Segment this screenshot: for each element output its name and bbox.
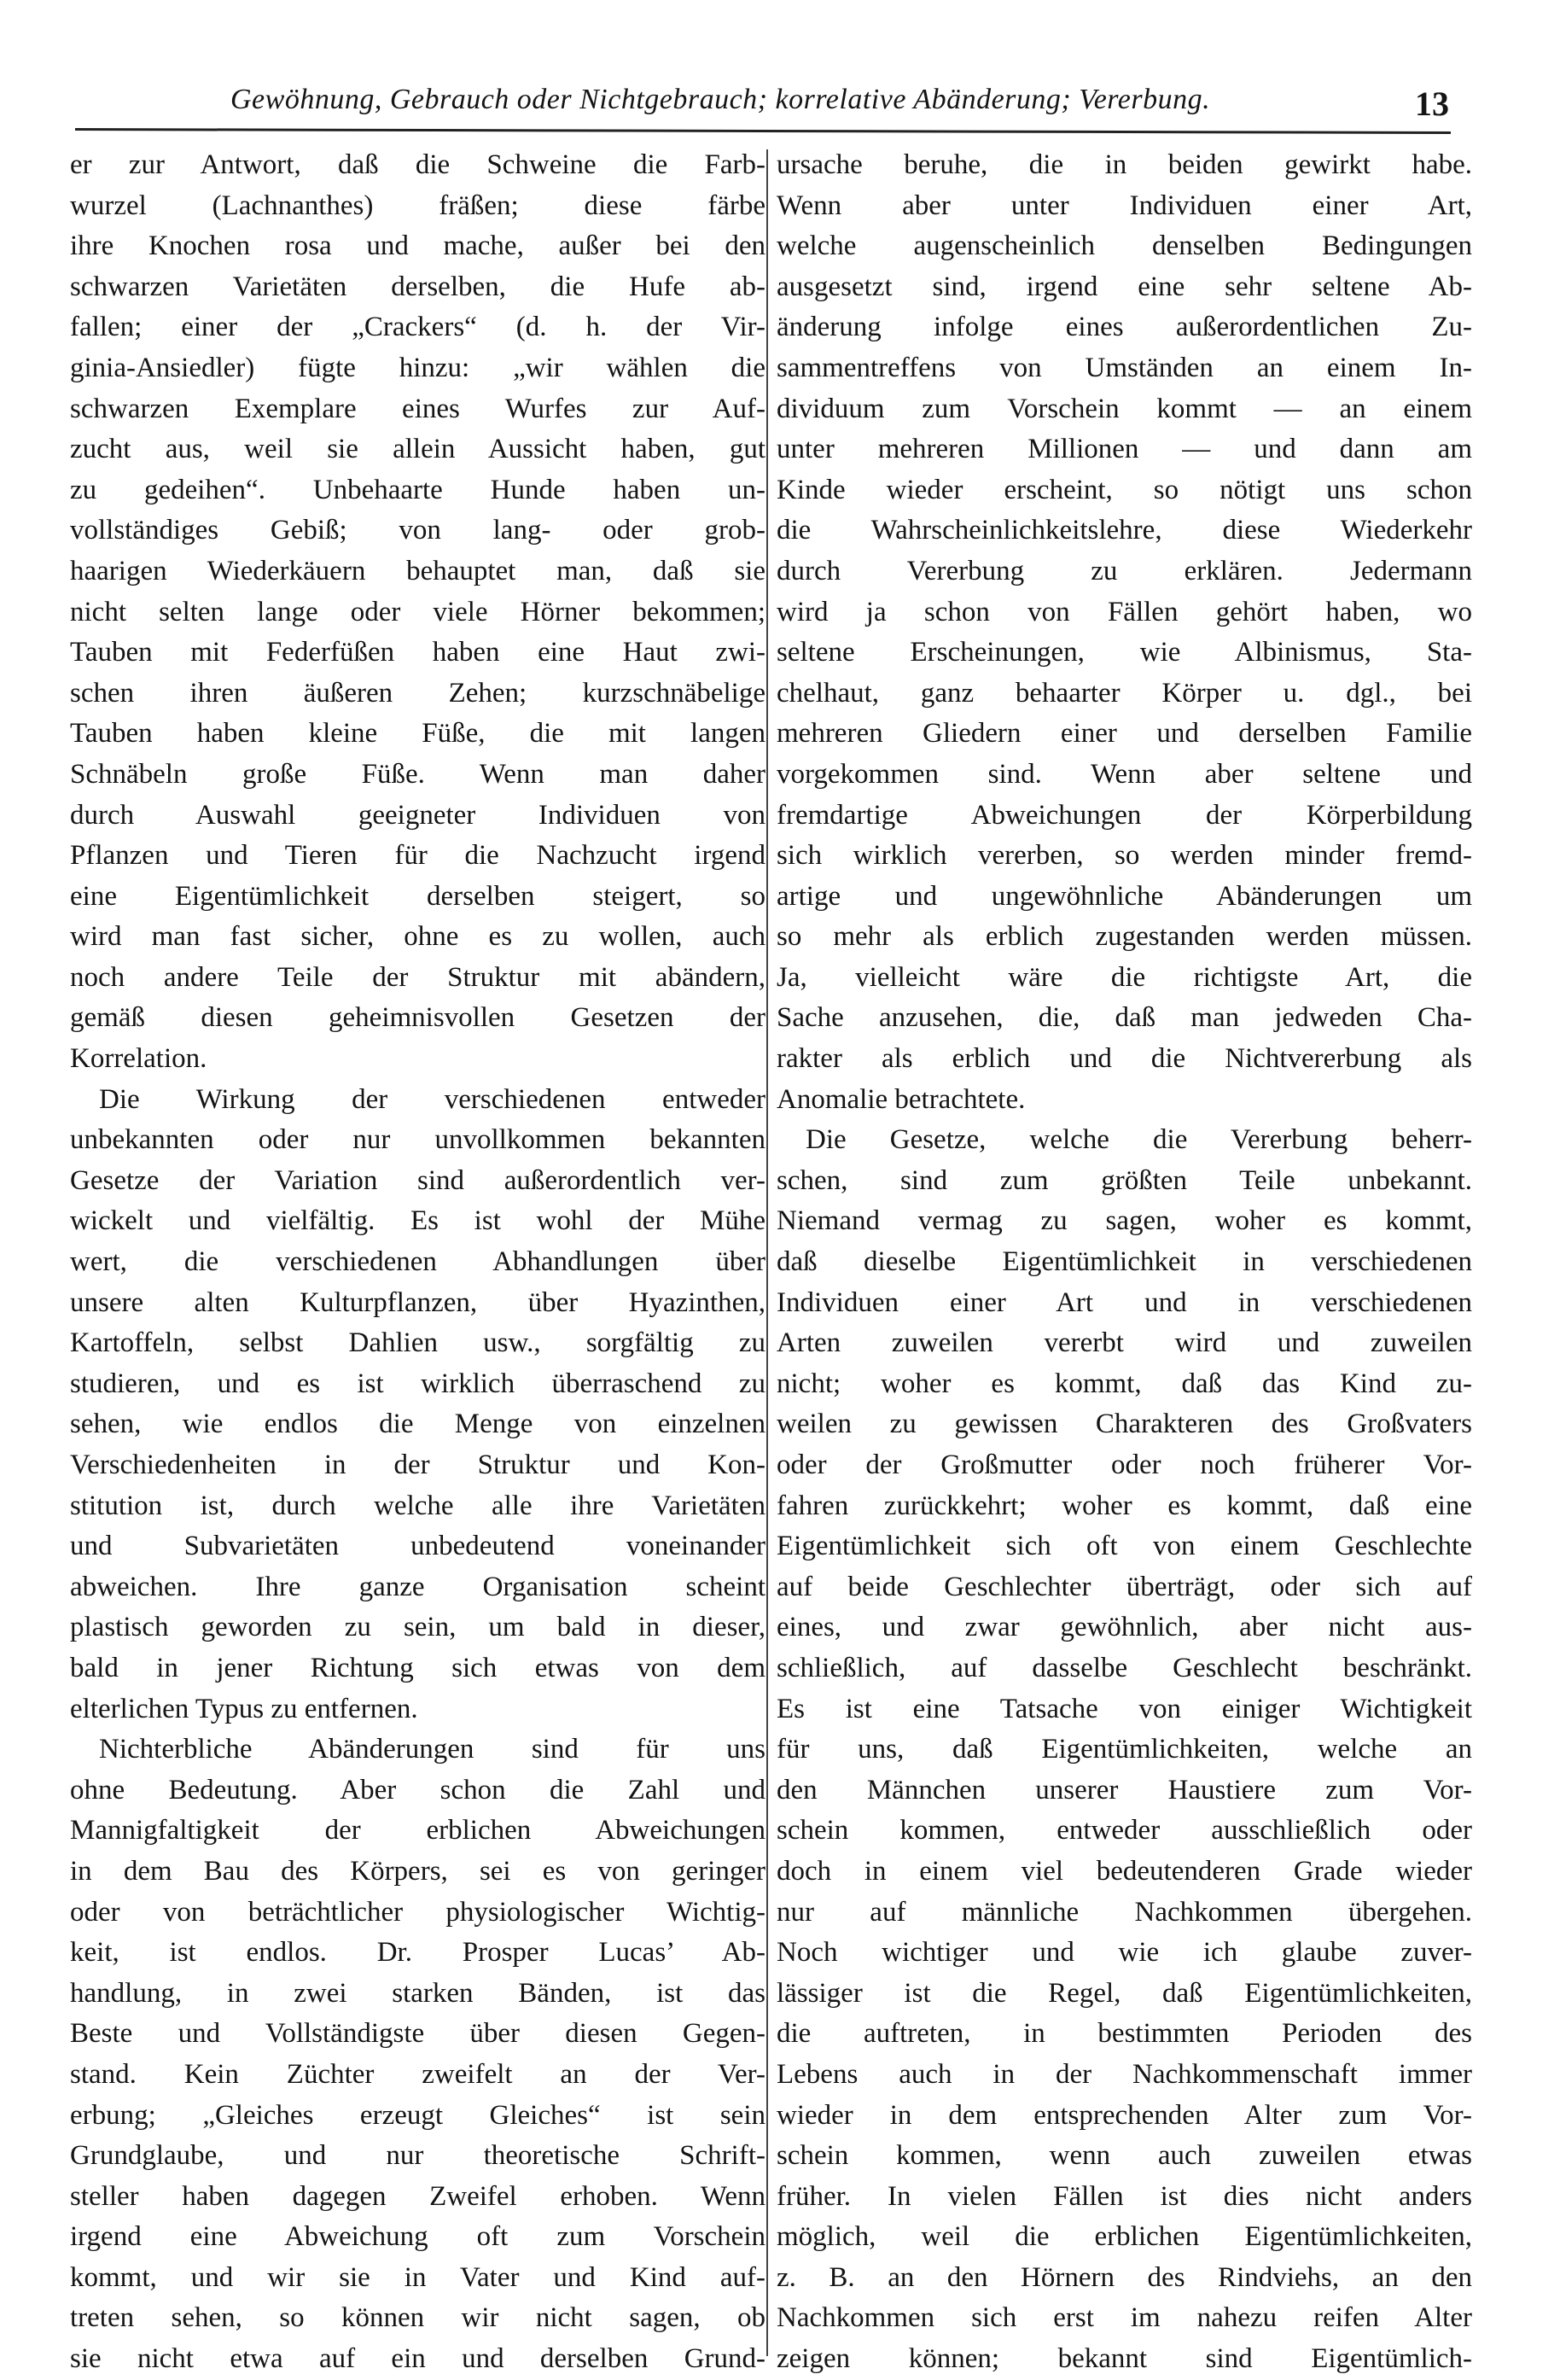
text-line: Kinde wieder erscheint, so nötigt uns schon [777, 474, 1472, 505]
page-number: 13 [1415, 85, 1449, 123]
text-line: Eigentümlichkeit sich oft von einem Geschlechte [777, 1531, 1472, 1562]
right-text-column [777, 145, 1472, 2380]
text-line: wieder in dem entsprechenden Alter zum Vor- [777, 2099, 1472, 2131]
text-line: Niemand vermag zu sagen, woher es kommt, [777, 1205, 1472, 1237]
text-line: haarigen Wiederkäuern behauptet man, daß sie [70, 555, 765, 586]
text-line: unter mehreren Millionen — und dann am [777, 434, 1472, 465]
text-line: doch in einem viel bedeutenderen Grade wieder [777, 1855, 1472, 1887]
text-line: Nichterbliche Abänderungen sind für uns [99, 1734, 765, 1765]
text-line: unsere alten Kulturpflanzen, über Hyazinthen, [70, 1286, 765, 1318]
text-line: Nachkommen sich erst im nahezu reifen Alter [777, 2302, 1472, 2334]
text-line: Es ist eine Tatsache von einiger Wichtigkeit [777, 1693, 1472, 1724]
text-line: unbekannten oder nur unvollkommen bekannten [70, 1124, 765, 1156]
text-line: er zur Antwort, daß die Schweine die Farb- [70, 149, 765, 180]
text-line: wird ja schon von Fällen gehört haben, wo [777, 596, 1472, 627]
text-line: Gesetze der Variation sind außerordentlich ver- [70, 1164, 765, 1196]
text-line: wert, die verschiedenen Abhandlungen über [70, 1246, 765, 1278]
text-line: schein kommen, wenn auch zuweilen etwas [777, 2140, 1472, 2172]
left-text-column [70, 145, 765, 2380]
text-line: fallen; einer der „Crackers“ (d. h. der Vir- [70, 312, 765, 343]
text-line: schen ihren äußeren Zehen; kurzschnäbelige [70, 677, 765, 709]
text-line: ursache beruhe, die in beiden gewirkt habe. [777, 149, 1472, 180]
text-line: studieren, und es ist wirklich überraschend zu [70, 1368, 765, 1399]
text-line: für uns, daß Eigentümlichkeiten, welche an [777, 1734, 1472, 1765]
text-line: Sache anzusehen, die, daß man jedweden Cha- [777, 1002, 1472, 1034]
text-line: keit, ist endlos. Dr. Prosper Lucas’ Ab- [70, 1937, 765, 1969]
text-line: abweichen. Ihre ganze Organisation scheint [70, 1571, 765, 1602]
text-line: schwarzen Varietäten derselben, die Hufe ab- [70, 271, 765, 302]
text-line: kommt, und wir sie in Vater und Kind auf- [70, 2261, 765, 2293]
text-line: sie nicht etwa auf ein und derselben Grund- [70, 2343, 765, 2375]
text-line: wurzel (Lachnanthes) fräßen; diese färbe [70, 190, 765, 221]
text-line: oder der Großmutter oder noch früherer Vor- [777, 1450, 1472, 1480]
text-line: ohne Bedeutung. Aber schon die Zahl und [70, 1774, 765, 1805]
text-line: die auftreten, in bestimmten Perioden des [777, 2018, 1472, 2050]
text-line: Wenn aber unter Individuen einer Art, [777, 190, 1472, 221]
text-line: auf beide Geschlechter überträgt, oder sich auf [777, 1571, 1472, 1602]
text-line: daß dieselbe Eigentümlichkeit in verschiedenen [777, 1246, 1472, 1278]
text-line: bald in jener Richtung sich etwas von dem [70, 1652, 765, 1683]
text-line: änderung infolge eines außerordentlichen Zu- [777, 312, 1472, 343]
text-line: sammentreffens von Umständen an einem In- [777, 352, 1472, 383]
text-line: wickelt und vielfältig. Es ist wohl der Mühe [70, 1205, 765, 1237]
text-line: Individuen einer Art und in verschiedenen [777, 1286, 1472, 1318]
text-line: Noch wichtiger und wie ich glaube zuver- [777, 1937, 1472, 1969]
text-line: Grundglaube, und nur theoretische Schrift- [70, 2140, 765, 2172]
text-line: Lebens auch in der Nachkommenschaft immer [777, 2058, 1472, 2090]
text-line: steller haben dagegen Zweifel erhoben. Wenn [70, 2180, 765, 2212]
text-line: weilen zu gewissen Charakteren des Großvaters [777, 1409, 1472, 1440]
text-line: Verschiedenheiten in der Struktur und Kon- [70, 1450, 765, 1480]
text-line: vollständiges Gebiß; von lang- oder grob- [70, 515, 765, 546]
text-line: Arten zuweilen vererbt wird und zuweilen [777, 1327, 1472, 1359]
text-line: Mannigfaltigkeit der erblichen Abweichungen [70, 1815, 765, 1846]
text-line: mehreren Gliedern einer und derselben Familie [777, 718, 1472, 750]
text-line: Ja, vielleicht wäre die richtigste Art, die [777, 961, 1472, 993]
text-line: erbung; „Gleiches erzeugt Gleiches“ ist sein [70, 2099, 765, 2131]
text-line: in dem Bau des Körpers, sei es von geringer [70, 1855, 765, 1887]
text-line: nur auf männliche Nachkommen übergehen. [777, 1896, 1472, 1928]
text-line: Schnäbeln große Füße. Wenn man daher [70, 758, 765, 790]
text-line: vorgekommen sind. Wenn aber seltene und [777, 758, 1472, 790]
text-line: schwarzen Exemplare eines Wurfes zur Auf- [70, 393, 765, 424]
text-line: artige und ungewöhnliche Abänderungen um [777, 880, 1472, 912]
text-line: wird man fast sicher, ohne es zu wollen, auch [70, 921, 765, 953]
text-line: Kartoffeln, selbst Dahlien usw., sorgfältig zu [70, 1327, 765, 1359]
text-line: die Wahrscheinlichkeitslehre, diese Wiederkehr [777, 515, 1472, 546]
text-line: durch Vererbung zu erklären. Jedermann [777, 555, 1472, 586]
text-line: nicht selten lange oder viele Hörner bekommen; [70, 596, 765, 627]
text-line: zucht aus, weil sie allein Aussicht haben, gut [70, 434, 765, 465]
text-line: oder von beträchtlicher physiologischer Wichtig- [70, 1896, 765, 1928]
text-line: Tauben haben kleine Füße, die mit langen [70, 718, 765, 750]
header-rule [75, 128, 1451, 134]
text-line: durch Auswahl geeigneter Individuen von [70, 799, 765, 831]
text-line: Die Wirkung der verschiedenen entweder [99, 1083, 765, 1115]
text-line: eine Eigentümlichkeit derselben steigert, so [70, 880, 765, 912]
text-line: chelhaut, ganz behaarter Körper u. dgl., bei [777, 677, 1472, 709]
text-line: zeigen können; bekannt sind Eigentümlich- [777, 2343, 1472, 2375]
text-line: rakter als erblich und die Nichtvererbung als [777, 1043, 1472, 1075]
text-line: so mehr als erblich zugestanden werden müssen. [777, 921, 1472, 953]
text-line: lässiger ist die Regel, daß Eigentümlichkeiten, [777, 1977, 1472, 2009]
text-line: und Subvarietäten unbedeutend voneinander [70, 1531, 765, 1562]
text-line: handlung, in zwei starken Bänden, ist das [70, 1977, 765, 2009]
text-line: stand. Kein Züchter zweifelt an der Ver- [70, 2058, 765, 2090]
text-line: dividuum zum Vorschein kommt — an einem [777, 393, 1472, 424]
text-line: Tauben mit Federfüßen haben eine Haut zwi- [70, 637, 765, 668]
text-line: Anomalie betrachtete. [777, 1083, 1026, 1115]
column-divider [766, 149, 768, 2356]
text-line: gemäß diesen geheimnisvollen Gesetzen der [70, 1002, 765, 1034]
text-line: plastisch geworden zu sein, um bald in dieser, [70, 1612, 765, 1643]
text-line: den Männchen unserer Haustiere zum Vor- [777, 1774, 1472, 1805]
text-line: Die Gesetze, welche die Vererbung beherr- [806, 1124, 1472, 1156]
text-line: seltene Erscheinungen, wie Albinismus, Sta- [777, 637, 1472, 668]
text-line: Beste und Vollständigste über diesen Gegen- [70, 2018, 765, 2050]
text-line: Pflanzen und Tieren für die Nachzucht irgend [70, 840, 765, 872]
text-line: treten sehen, so können wir nicht sagen, ob [70, 2302, 765, 2334]
text-line: nicht; woher es kommt, daß das Kind zu- [777, 1368, 1472, 1399]
text-line: eines, und zwar gewöhnlich, aber nicht aus- [777, 1612, 1472, 1643]
text-line: früher. In vielen Fällen ist dies nicht anders [777, 2180, 1472, 2212]
text-line: ihre Knochen rosa und mache, außer bei den [70, 230, 765, 262]
text-line: schen, sind zum größten Teile unbekannt. [777, 1164, 1472, 1196]
text-line: sich wirklich vererben, so werden minder fremd- [777, 840, 1472, 872]
text-line: Korrelation. [70, 1043, 207, 1075]
text-line: zu gedeihen“. Unbehaarte Hunde haben un- [70, 474, 765, 505]
text-line: ausgesetzt sind, irgend eine sehr seltene Ab- [777, 271, 1472, 302]
text-line: stitution ist, durch welche alle ihre Varietäten [70, 1490, 765, 1521]
text-line: ginia-Ansiedler) fügte hinzu: „wir wählen die [70, 352, 765, 383]
text-line: fahren zurückkehrt; woher es kommt, daß eine [777, 1490, 1472, 1521]
text-line: welche augenscheinlich denselben Bedingungen [777, 230, 1472, 262]
text-line: schließlich, auf dasselbe Geschlecht beschränkt. [777, 1652, 1472, 1683]
text-line: noch andere Teile der Struktur mit abändern, [70, 961, 765, 993]
text-line: z. B. an den Hörnern des Rindviehs, an den [777, 2261, 1472, 2293]
text-line: schein kommen, entweder ausschließlich oder [777, 1815, 1472, 1846]
text-line: sehen, wie endlos die Menge von einzelnen [70, 1409, 765, 1440]
text-line: elterlichen Typus zu entfernen. [70, 1693, 418, 1724]
text-line: fremdartige Abweichungen der Körperbildung [777, 799, 1472, 831]
text-line: möglich, weil die erblichen Eigentümlichkeiten, [777, 2221, 1472, 2253]
running-header: Gewöhnung, Gebrauch oder Nichtgebrauch; korrelative Abänderung; Vererbung. [230, 84, 1211, 115]
text-line: irgend eine Abweichung oft zum Vorschein [70, 2221, 765, 2253]
